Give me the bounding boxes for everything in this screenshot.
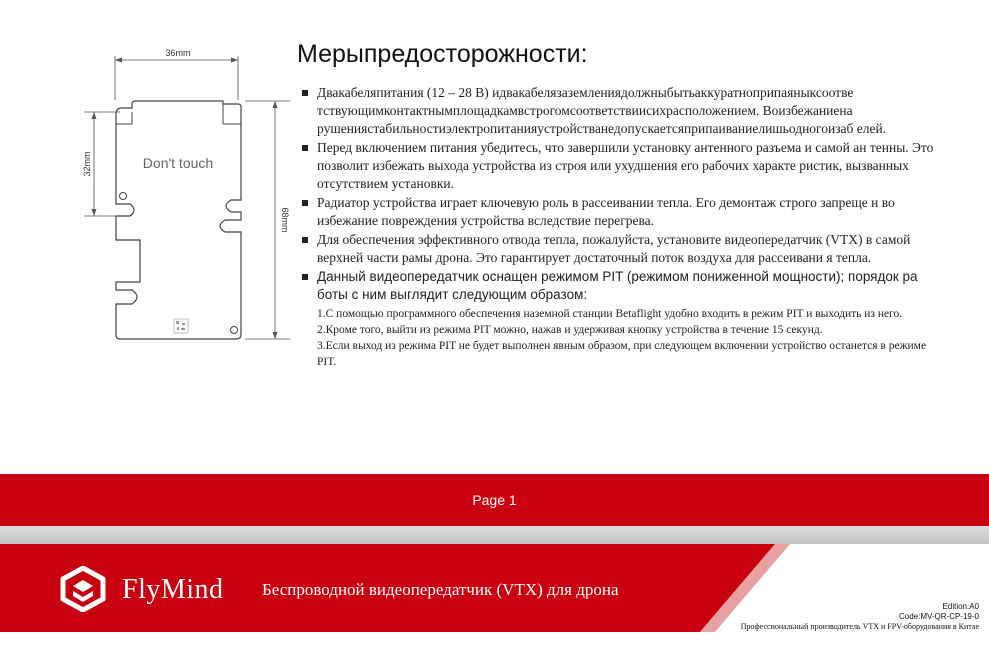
product-name: Беспроводной видеопередатчик (VTX) для дрона [262,580,619,599]
precaution-item [300,139,940,193]
divider-strip [0,526,989,544]
precaution-item [300,268,940,304]
precaution-text: Перед включением питания убедитесь, что завершили установку антенного разъема и самой ан тенны. Это позволит избежать выхода устройства из строя или ухудшения его рабочих характе ристик, вызванных отсутствием установки. [317,140,934,191]
mounting-hole [231,327,238,334]
page-number: Page 1 [472,492,517,508]
precaution-item [300,84,940,138]
brand-name: FlyMind [122,574,224,605]
page-title: Мерыпредосторожности: [297,40,588,68]
right-height-dimension-label: 68mm [280,207,290,233]
page-number-band [0,474,989,526]
footer [0,544,989,664]
precaution-text: Для обеспечения эффективного отвода тепла, пожалуйста, установите видеопередатчик (VTX) в самой верхней части рамы дрона. Это гарантирует достаточный поток воздуха для рассеивани я тепла. [317,232,911,265]
mounting-hole [120,193,127,200]
pit-step: 1.С помощью программного обеспечения наземной станции Betaflight удобно входить в режим PIT и выходить из него. [317,308,903,320]
board-outline-drawing [70,40,300,350]
qr-code-mark [174,319,188,333]
width-dimension-label: 36mm [165,48,191,58]
board-diagram [70,40,300,350]
precaution-text: Двакабеляпитания (12 – 28 В) идвакабелязаземлениядолжныбытьаккуратноприпаяныксоотве тствующимконтактнымплощадкамвстрогомсоответствиисихрасположением. Воизбежаниена рушениястабильностиэлектропитанияустройстванедопускаетсяприпаиваниелишьодногоизаб елей. [317,85,887,136]
precautions-content [300,84,940,370]
left-height-dimension-label: 32mm [82,151,92,177]
precaution-text: Данный видеопередатчик оснащен режимом PIT (режимом пониженной мощности); порядок ра боты с ним выглядит следующим образом: [317,269,918,302]
board-outline [116,101,241,339]
precaution-item [300,231,940,267]
edition-label: Edition:A0 [942,602,979,611]
dont-touch-label: Don't touch [142,155,214,171]
pit-mode-steps [300,306,940,370]
document-code: Code:MV-QR-CP-19-0 [898,612,979,621]
precaution-text: Радиатор устройства играет ключевую роль в рассеивании тепла. Его демонтаж строго запреще н во избежание повреждения устройства вследствие перегрева. [317,195,895,228]
company-tagline: Профессиональный производитель VTX и FPV-оборудования в Китае [740,622,979,631]
precaution-item [300,194,940,230]
pit-step: 2.Кроме того, выйти из режима PIT можно, нажав и удерживая кнопку устройства в течение 15 секунд. [317,324,823,336]
pit-step: 3.Если выход из режима PIT не будет выполнен явным образом, при следующем включении устройство останется в режиме PIT. [317,340,927,368]
flymind-logo-icon [60,566,106,612]
